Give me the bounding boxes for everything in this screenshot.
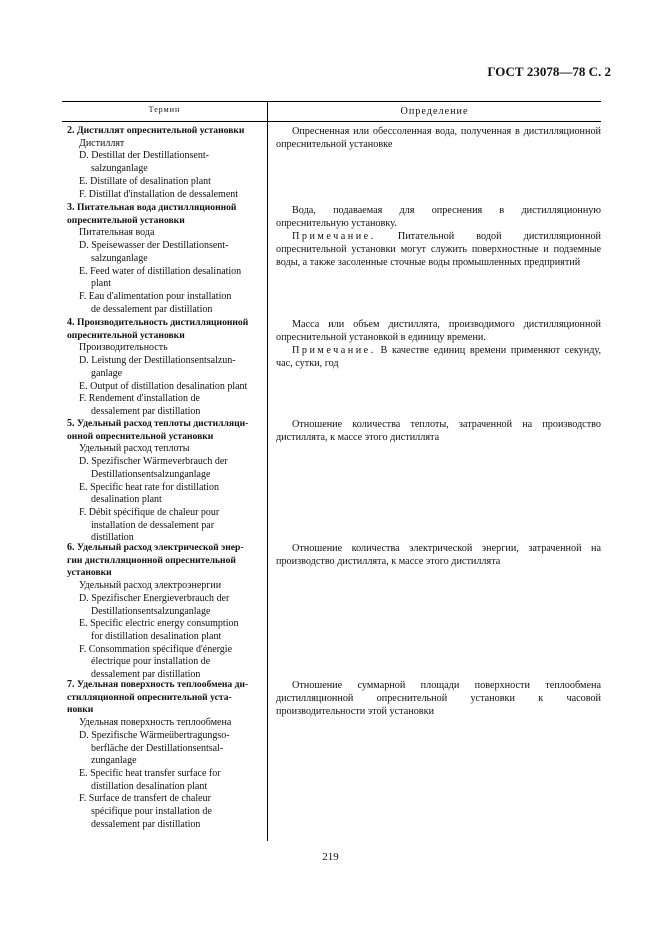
- term-french: F. Eau d'alimentation pour installation: [79, 290, 232, 302]
- term-title-cont: стилляционной опреснительной уста-: [67, 691, 232, 703]
- term-short: Производительность: [79, 342, 168, 354]
- term-title-cont: опреснительной установки: [67, 329, 185, 341]
- term-english: E. Feed water of distillation desalination: [79, 265, 242, 277]
- term-german-cont: salzunganlage: [91, 163, 148, 175]
- term-french-cont: dessalement par distillation: [91, 405, 201, 417]
- definition-4: [276, 318, 601, 370]
- term-entry-5: [67, 418, 265, 545]
- term-german: D. Spezifische Wärmeübertragungso-: [79, 729, 230, 741]
- term-short: Дистиллят: [79, 137, 125, 149]
- term-german: D. Leistung der Destillationsentsalzun-: [79, 355, 236, 367]
- document-header: ГОСТ 23078—78 С. 2: [487, 64, 611, 79]
- term-english-cont: distillation desalination plant: [91, 780, 208, 792]
- term-short: Удельная поверхность теплообмена: [79, 717, 232, 729]
- term-title-cont: гии дистилляционной опреснительной: [67, 554, 236, 566]
- term-german-cont: Destillationsentsalzunganlage: [91, 468, 211, 480]
- term-title: Удельный расход теплоты дистилляци-: [77, 418, 249, 429]
- definition-5: [276, 418, 601, 444]
- note-text: Питательной водой дистилляционной опреснительной установки могут служить поверхностные и подземные воды, а также засоленные сточные воды промышленных предприятий: [276, 231, 601, 268]
- term-german: D. Speisewasser der Destillationsent-: [79, 240, 229, 252]
- term-entry-2: [67, 125, 265, 201]
- term-short: Удельный расход электроэнергии: [79, 580, 222, 592]
- term-french: F. Rendement d'installation de: [79, 393, 200, 405]
- definition-text: Отношение суммарной площади поверхности теплообмена дистилляционной опреснительной установки к часовой производительности этой установки: [276, 680, 601, 717]
- term-english: E. Output of distillation desalination plant: [79, 380, 248, 392]
- definition-2: [276, 125, 601, 151]
- term-entry-6: [67, 542, 265, 682]
- term-title-cont: опреснительной установки: [67, 214, 185, 226]
- definition-text: Масса или объем дистиллята, производимого дистилляционной опреснительной установкой в единицу времени.: [276, 319, 601, 343]
- term-french: F. Débit spécifique de chaleur pour: [79, 506, 220, 518]
- term-german: D. Destillat der Destillationsent-: [79, 150, 209, 162]
- term-english: E. Specific electric energy consumption: [79, 618, 239, 630]
- term-title-cont: установки: [67, 567, 112, 579]
- term-english: E. Distillate of desalination plant: [79, 175, 211, 187]
- term-entry-4: [67, 317, 265, 419]
- term-short: Питательная вода: [79, 227, 155, 239]
- term-entry-7: [67, 679, 265, 831]
- term-number: 5.: [67, 418, 75, 429]
- term-french-cont: dessalement par distillation: [91, 818, 201, 830]
- term-german-cont: Destillationsentsalzunganlage: [91, 605, 211, 617]
- term-french-cont: électrique pour installation de: [91, 656, 211, 668]
- note-text: В качестве единиц времени применяют секунду, час, сутки, год: [276, 345, 601, 369]
- term-short: Удельный расход теплоты: [79, 443, 190, 455]
- term-german-cont: berfläche der Destillationsentsal-: [91, 742, 224, 754]
- term-french: F. Consommation spécifique d'énergie: [79, 643, 233, 655]
- term-english: E. Specific heat transfer surface for: [79, 767, 221, 779]
- term-entry-3: [67, 202, 265, 316]
- term-title: Удельный расход электрической энер-: [77, 542, 244, 553]
- term-title-cont: новки: [67, 704, 94, 716]
- term-english: E. Specific heat rate for distillation: [79, 481, 219, 493]
- term-title: Удельная поверхность теплообмена ди-: [77, 679, 249, 690]
- term-french: F. Surface de transfert de chaleur: [79, 793, 211, 805]
- definition-text: Вода, подаваемая для опреснения в дистилляционную опреснительную установку.: [276, 205, 601, 229]
- term-english-cont: plant: [91, 278, 111, 290]
- term-number: 2.: [67, 125, 75, 136]
- term-english-cont: desalination plant: [91, 494, 162, 506]
- term-german: D. Spezifischer Energieverbrauch der: [79, 592, 230, 604]
- term-german-cont: ganlage: [91, 367, 123, 379]
- definition-3: [276, 204, 601, 269]
- term-french-cont: installation de dessalement par: [91, 519, 215, 531]
- term-title: Дистиллят опреснительной установки: [77, 125, 245, 136]
- definition-6: [276, 542, 601, 568]
- note-label: Примечание.: [292, 231, 376, 242]
- term-french-cont: dessalement par distillation: [91, 669, 201, 681]
- page-number: 219: [322, 851, 339, 863]
- definition-text: Опресненная или обессоленная вода, полученная в дистилляционной опреснительной установке: [276, 126, 601, 150]
- definition-text: Отношение количества теплоты, затраченной на производство дистиллята, к массе этого дистиллята: [276, 419, 601, 443]
- column-header-term: Термин: [148, 105, 181, 114]
- term-german: D. Spezifischer Wärmeverbrauch der: [79, 456, 228, 468]
- table-top-rule: [62, 101, 601, 102]
- term-french-cont: distillation: [91, 532, 134, 544]
- term-title: Производительность дистилляционной: [77, 317, 249, 328]
- term-title: Питательная вода дистилляционной: [77, 202, 237, 213]
- term-german-cont: zunganlage: [91, 755, 137, 767]
- terms-table: [62, 101, 601, 841]
- table-header-rule: [62, 121, 601, 122]
- column-header-definition: Определение: [400, 106, 469, 117]
- term-french-cont: spécifique pour installation de: [91, 806, 212, 818]
- term-german-cont: salzunganlage: [91, 252, 148, 264]
- note-label: Примечание.: [292, 345, 376, 356]
- term-french-cont: de dessalement par distillation: [91, 303, 213, 315]
- term-number: 4.: [67, 317, 75, 328]
- term-number: 6.: [67, 542, 75, 553]
- column-divider: [267, 101, 268, 841]
- definition-text: Отношение количества электрической энергии, затраченной на производство дистиллята, к массе этого дистиллята: [276, 543, 601, 567]
- term-title-cont: онной опреснительной установки: [67, 430, 214, 442]
- term-number: 3.: [67, 202, 75, 213]
- definition-7: [276, 679, 601, 718]
- term-number: 7.: [67, 679, 75, 690]
- term-english-cont: for distillation desalination plant: [91, 630, 222, 642]
- term-french: F. Distillat d'installation de dessalement: [79, 188, 239, 200]
